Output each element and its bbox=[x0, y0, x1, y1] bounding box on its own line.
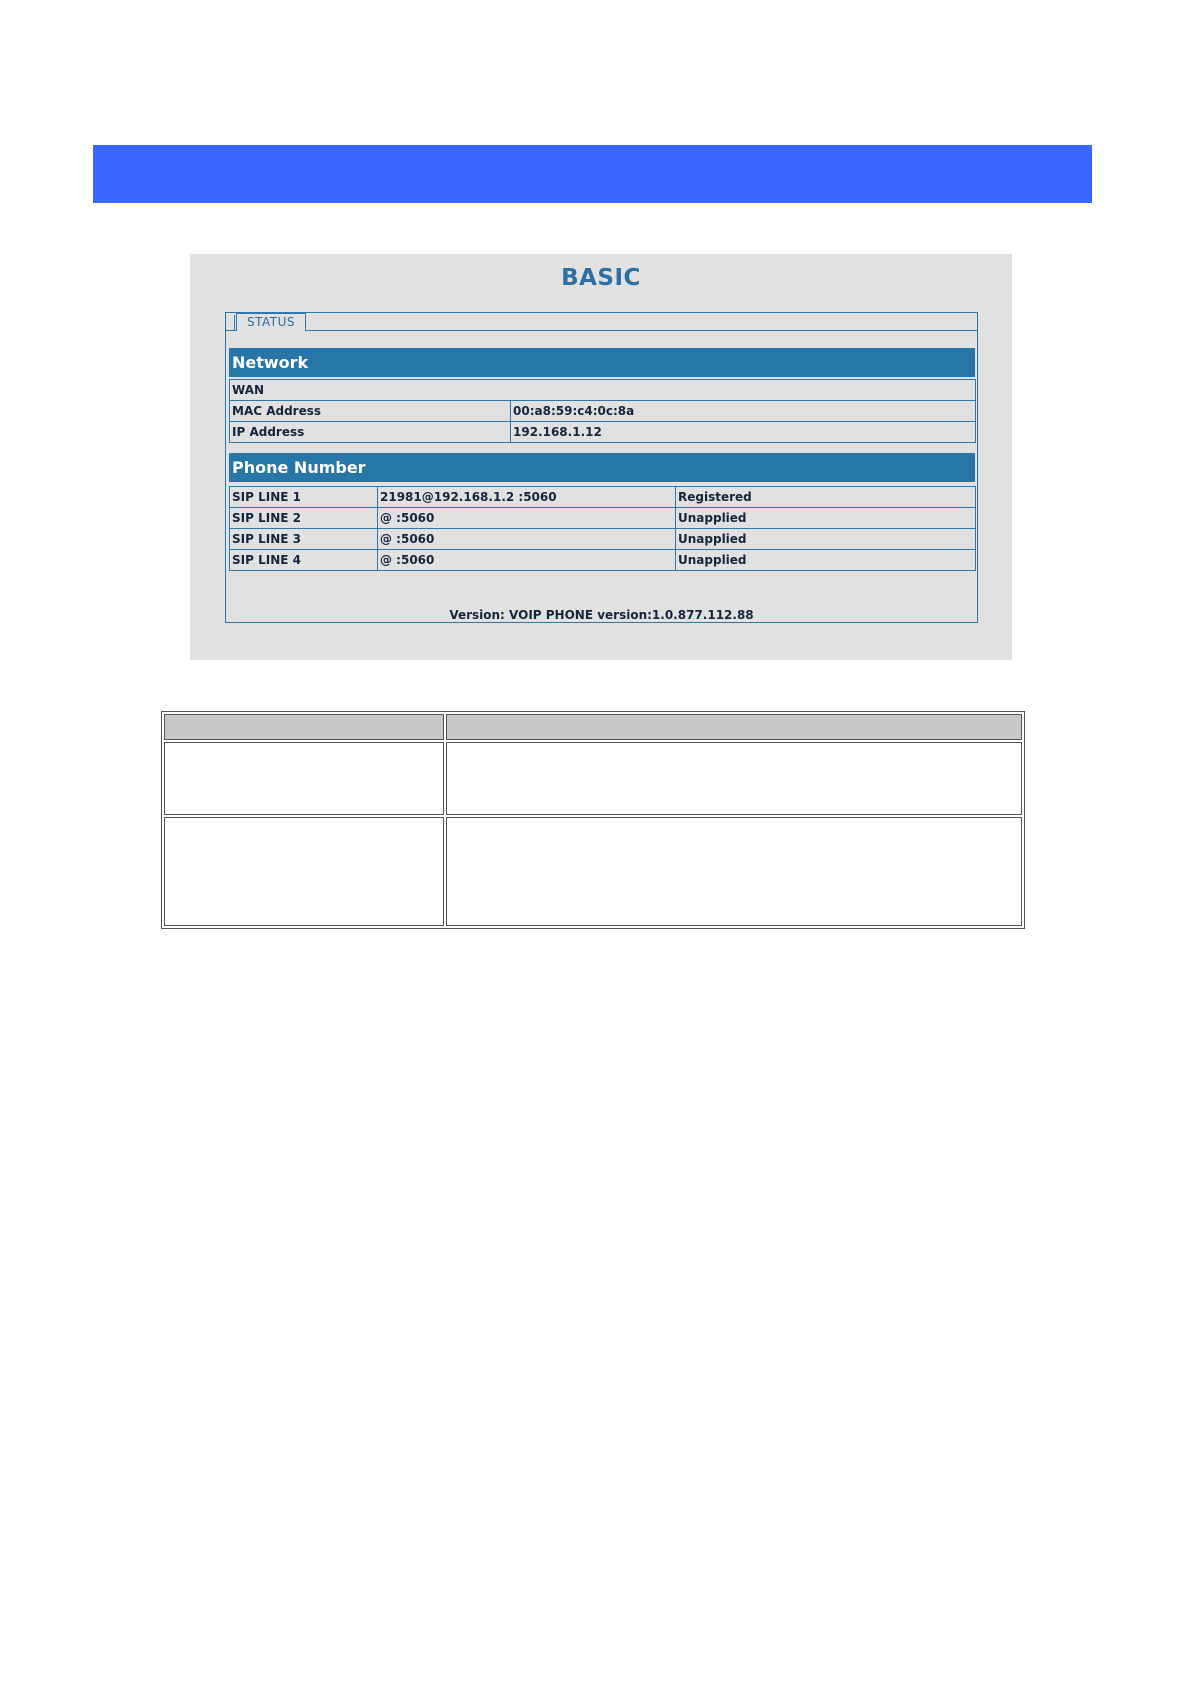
table-row bbox=[164, 742, 1022, 815]
table-header-cell bbox=[164, 714, 444, 740]
version-text: Version: VOIP PHONE version:1.0.877.112.88 bbox=[449, 608, 754, 622]
table-row bbox=[230, 550, 976, 571]
basic-status-panel bbox=[190, 254, 1012, 660]
mac-address-label: MAC Address bbox=[230, 401, 511, 422]
sip-line-label: SIP LINE 1 bbox=[230, 487, 378, 508]
table-cell bbox=[446, 742, 1022, 815]
sip-line-label: SIP LINE 2 bbox=[230, 508, 378, 529]
tab-bar bbox=[226, 313, 977, 331]
table-row bbox=[230, 487, 976, 508]
sip-line-status: Unapplied bbox=[676, 508, 976, 529]
table-row bbox=[164, 817, 1022, 926]
phone-number-section-header: Phone Number bbox=[229, 453, 975, 482]
table-cell bbox=[164, 817, 444, 926]
sip-line-account: @ :5060 bbox=[378, 529, 676, 550]
network-table bbox=[229, 379, 976, 443]
table-header-row bbox=[164, 714, 1022, 740]
ip-address-value: 192.168.1.12 bbox=[511, 422, 976, 443]
sip-line-status: Unapplied bbox=[676, 529, 976, 550]
ip-address-label: IP Address bbox=[230, 422, 511, 443]
table-row bbox=[230, 529, 976, 550]
sip-line-account: @ :5060 bbox=[378, 508, 676, 529]
table-cell bbox=[446, 817, 1022, 926]
sip-line-label: SIP LINE 4 bbox=[230, 550, 378, 571]
table-row bbox=[230, 380, 976, 401]
header-banner bbox=[93, 145, 1092, 203]
table-header-cell bbox=[446, 714, 1022, 740]
sip-line-account: 21981@192.168.1.2 :5060 bbox=[378, 487, 676, 508]
table-row bbox=[230, 508, 976, 529]
sip-line-account: @ :5060 bbox=[378, 550, 676, 571]
table-row bbox=[230, 422, 976, 443]
table-row bbox=[230, 401, 976, 422]
sip-line-status: Registered bbox=[676, 487, 976, 508]
sip-line-status: Unapplied bbox=[676, 550, 976, 571]
wan-label: WAN bbox=[230, 380, 976, 401]
sip-line-label: SIP LINE 3 bbox=[230, 529, 378, 550]
page-title: BASIC bbox=[561, 265, 641, 291]
empty-description-table bbox=[161, 711, 1025, 929]
mac-address-value: 00:a8:59:c4:0c:8a bbox=[511, 401, 976, 422]
tab-status[interactable]: STATUS bbox=[236, 313, 306, 331]
network-section-header: Network bbox=[229, 348, 975, 377]
phone-number-table bbox=[229, 486, 976, 571]
status-frame bbox=[225, 312, 978, 623]
table-cell bbox=[164, 742, 444, 815]
